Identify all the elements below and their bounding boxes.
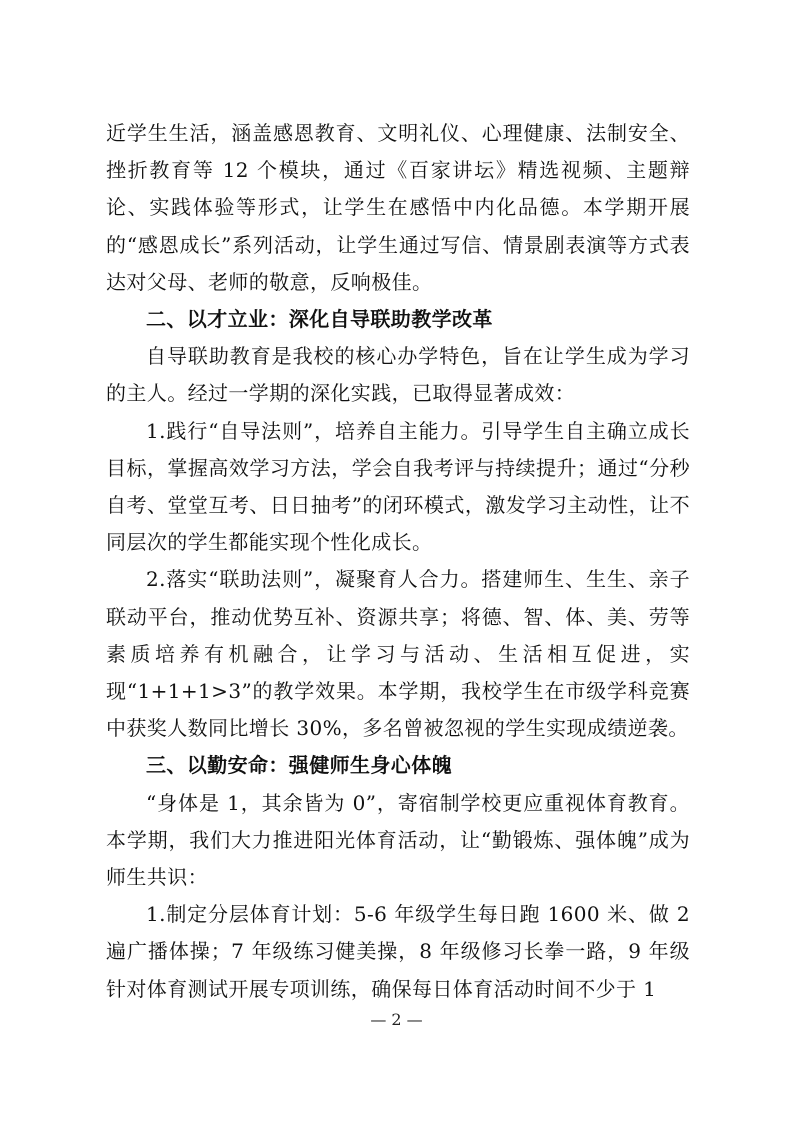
paragraph-sports-plan: 1.制定分层体育计划：5-6 年级学生每日跑 1600 米、做 2 遍广播体操；7 年级练习健美操，8 年级修习长拳一路，9 年级针对体育测试开展专项训练，确保每日体育活动时间不少于 1 (106, 902, 690, 1001)
document-body (106, 115, 690, 1008)
section-heading-three: 三、以勤安命：强健师生身心体魄 (146, 753, 452, 778)
paragraph-continued: 近学生生活，涵盖感恩教育、文明礼仪、心理健康、法制安全、挫折教育等 12 个模块，通过《百家讲坛》精选视频、主题辩论、实践体验等形式，让学生在感悟中内化品德。本学期开展的“感恩成长”系列活动，让学生通过写信、情景剧表演等方式表达对父母、老师的敬意，反响极佳。 (106, 121, 690, 294)
page-number: — 2 — (370, 1010, 423, 1029)
paragraph-joint-assistance: 2.落实“联助法则”，凝聚育人合力。搭建师生、生生、亲子联动平台，推动优势互补、资源共享；将德、智、体、美、劳等素质培养有机融合，让学习与活动、生活相互促进，实现“1+1+1>3”的教学效果。本学期，我校学生在市级学科竞赛中获奖人数同比增长 30%，多名曾被忽视的学生实现成绩逆袭。 (106, 567, 690, 741)
paragraph-physical-education: “身体是 1，其余皆为 0”，寄宿制学校更应重视体育教育。本学期，我们大力推进阳光体育活动，让“勤锻炼、强体魄”成为师生共识： (106, 790, 690, 890)
section-heading-two: 二、以才立业：深化自导联助教学改革 (146, 307, 493, 332)
paragraph-self-guidance: 1.践行“自导法则”，培养自主能力。引导学生自主确立成长目标，掌握高效学习方法，学会自我考评与持续提升；通过“分秒自考、堂堂互考、日日抽考”的闭环模式，激发学习主动性，让不同层次的学生都能实现个性化成长。 (106, 418, 690, 555)
paragraph-intro: 自导联助教育是我校的核心办学特色，旨在让学生成为学习的主人。经过一学期的深化实践，已取得显著成效： (106, 344, 690, 406)
